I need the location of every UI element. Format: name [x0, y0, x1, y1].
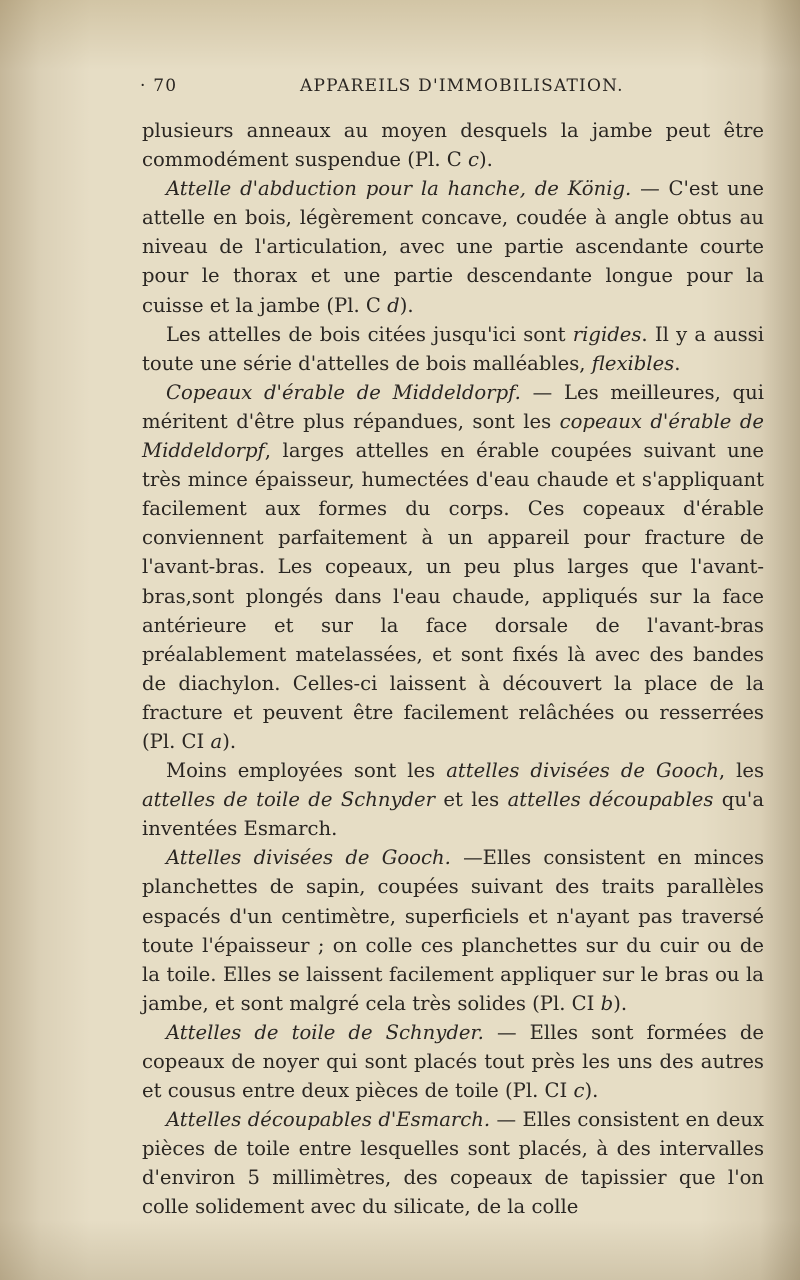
italic-text: flexibles [591, 351, 675, 375]
text-run: ). [399, 293, 414, 317]
italic-text: Attelles divisées de Gooch. [166, 846, 451, 870]
italic-text: b [600, 991, 614, 1015]
text-run: — Elles consistent en deux pièces de toile entre lesquelles sont placés, à des intervalles d'environ 5 millimètres, des copeaux de tapissier que l'on colle solidement avec du silicate, de la colle [142, 1108, 764, 1219]
text-run: Les attelles de bois citées jusqu'ici sont [166, 322, 573, 346]
italic-text: rigides [572, 322, 642, 346]
page-number: · 70 [140, 76, 178, 96]
paragraph [142, 378, 764, 756]
text-run: —Elles consistent en minces planchettes de sapin, coupées suivant des traits parallèles espacés d'un centimètre, superficiels et n'ayant pas traversé toute l'épaisseur ; on colle ces planchettes sur du cuir ou de la toile. Elles se laissent facilement appliquer sur le bras ou la jambe, et sont malgré cela très solides (Pl. CI [142, 846, 764, 1015]
italic-text: attelles de toile de Schnyder [142, 788, 436, 812]
italic-text: Attelle d'abduction pour la hanche, de König. [166, 177, 632, 201]
text-run: — C'est une attelle en bois, légèrement concave, coudée à angle obtus au niveau de l'articulation, avec une partie ascendante courte pour le thorax et une partie descendante longue pour la cuisse et la jambe (Pl. C [142, 177, 765, 317]
italic-text: attelles divisées de Gooch [446, 759, 719, 783]
text-run: ). [222, 729, 237, 753]
paragraph [142, 756, 764, 843]
paragraph [142, 116, 764, 174]
text-run: , larges attelles en érable coupées suivant une très mince épaisseur, humectées d'eau chaude et s'appliquant facilement aux formes du corps. Ces copeaux d'érable conviennent parfaitement à un appareil pour fracture de l'avant-bras. Les copeaux, un peu plus larges que l'avant-bras,sont plongés dans l'eau chaude, appliqués sur la face antérieure et sur la face dorsale de l'avant-bras préalablement matelassées, et sont fixés là avec des bandes de diachylon. Celles-ci laissent à découvert la place de la fracture et peuvent être facilement relâchées ou resserrées (Pl. CI [142, 439, 764, 753]
text-run: ). [479, 148, 493, 172]
running-head: APPAREILS D'IMMOBILISATION. [300, 76, 624, 96]
italic-text: c [468, 148, 479, 172]
italic-text: Attelles de toile de Schnyder. [166, 1020, 484, 1044]
italic-text: c [573, 1079, 585, 1103]
paragraph [142, 843, 764, 1018]
text-run: Moins employées sont les [166, 759, 447, 783]
text-run: qu'a inventées Esmarch. [142, 788, 765, 841]
paragraph [142, 1105, 764, 1221]
page-header [140, 76, 765, 106]
italic-text: copeaux d'érable de Middeldorpf [142, 409, 764, 463]
text-run: — Les meilleures, qui méritent d'être plus répandues, sont les [142, 380, 764, 433]
italic-text: Copeaux d'érable de Middeldorpf. [166, 380, 521, 404]
italic-text: d [387, 293, 400, 317]
text-run: — Elles sont formées de copeaux de noyer qui sont placés tout près les uns des autres et cousus entre deux pièces de toile (Pl. CI [142, 1020, 764, 1103]
text-run: et les [435, 788, 508, 812]
body-text [142, 116, 764, 1222]
italic-text: Attelles découpables d'Esmarch. [166, 1108, 491, 1132]
text-run: ). [584, 1079, 599, 1103]
italic-text: attelles découpables [507, 788, 714, 812]
text-run: . Il y a aussi toute une série d'attelles de bois malléables, [142, 322, 764, 375]
text-run: , les [718, 759, 764, 783]
paragraph [142, 320, 764, 378]
text-run: plusieurs anneaux au moyen desquels la jambe peut être commodément suspendue (Pl. C [142, 119, 764, 172]
text-run: . [674, 351, 681, 375]
paragraph [142, 1018, 764, 1105]
text-run: ). [613, 991, 628, 1015]
paragraph [142, 174, 764, 319]
italic-text: a [210, 729, 223, 753]
